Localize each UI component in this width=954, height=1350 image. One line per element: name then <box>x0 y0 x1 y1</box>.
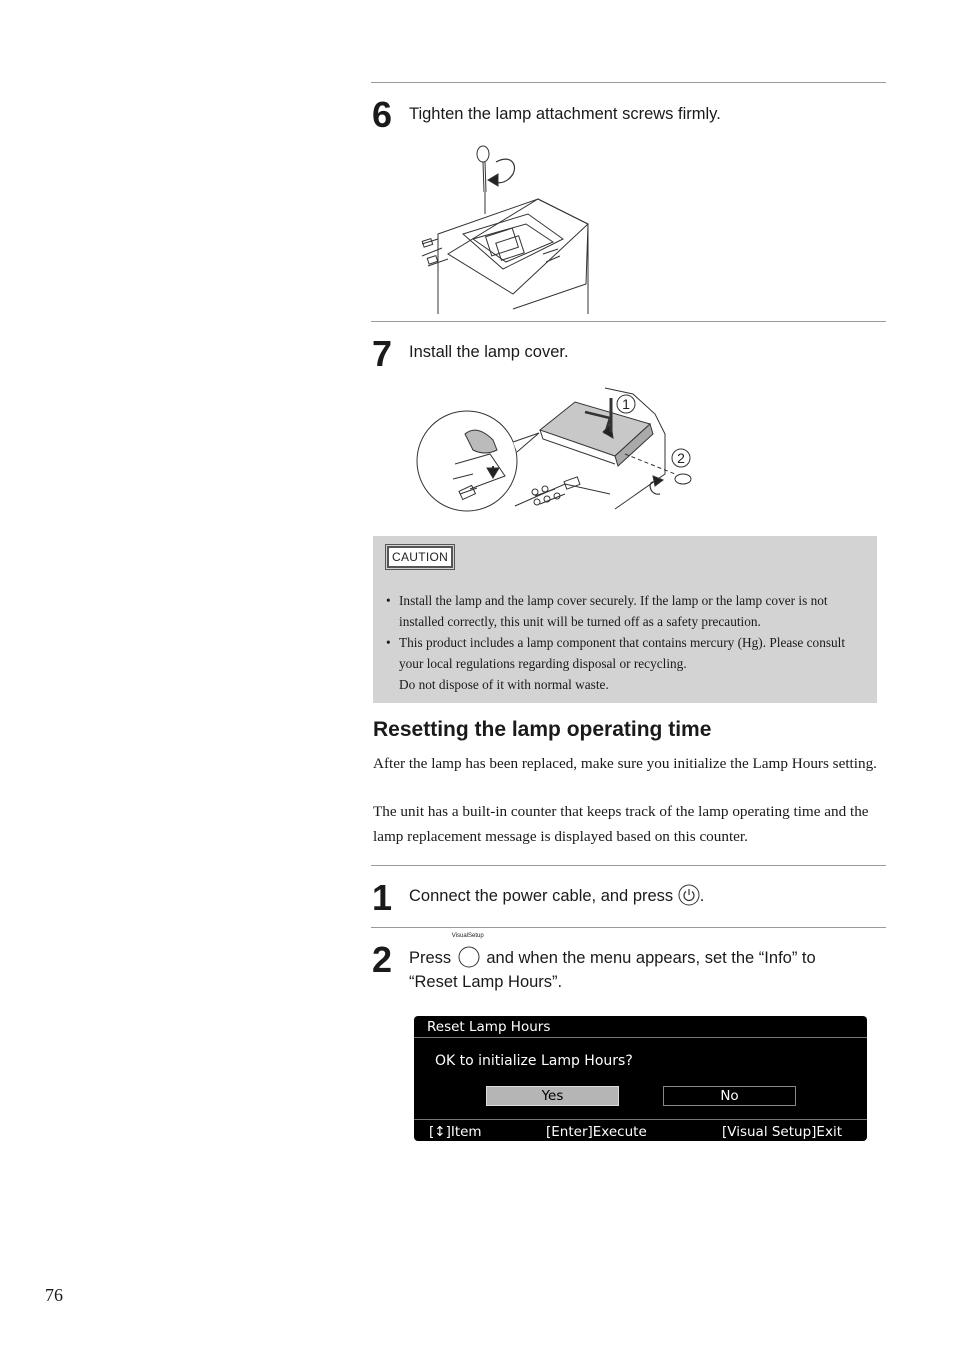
step-number: 1 <box>372 877 393 918</box>
lamp-screw-illustration <box>418 144 590 314</box>
section-heading: Resetting the lamp operating time <box>373 718 712 741</box>
footer-item-hint: [↕]Item <box>429 1124 482 1140</box>
footer-execute-hint: [Enter]Execute <box>546 1124 647 1140</box>
caution-box <box>373 536 877 703</box>
callout-label: 2 <box>677 450 685 466</box>
body-paragraph: The unit has a built-in counter that keeps track of the lamp operating time and the lamp replacement message is displayed based on this counter. <box>373 803 869 845</box>
divider <box>371 82 886 83</box>
caution-list <box>386 590 866 695</box>
divider <box>371 927 886 928</box>
step-text-before: Connect the power cable, and press <box>409 887 674 905</box>
visual-setup-button-icon <box>451 933 484 968</box>
step-number: 7 <box>372 333 393 374</box>
power-button-icon <box>678 884 700 913</box>
menu-title-bar <box>414 1016 867 1038</box>
step-instruction <box>409 933 859 994</box>
step-number: 2 <box>372 939 393 980</box>
menu-footer <box>414 1119 867 1141</box>
step-instruction: Install the lamp cover. <box>409 343 569 361</box>
divider <box>371 321 886 322</box>
caution-label: CAUTION <box>387 546 453 568</box>
body-paragraph: After the lamp has been replaced, make sure you initialize the Lamp Hours setting. <box>373 755 877 772</box>
caution-item <box>386 632 866 695</box>
page-number: 76 <box>45 1285 63 1305</box>
lamp-cover-illustration <box>415 384 700 514</box>
step-text-after: and when the menu appears, set the “Info” to “Reset Lamp Hours”. <box>409 949 816 991</box>
reset-lamp-hours-menu <box>414 1016 867 1141</box>
step-number: 6 <box>372 94 393 135</box>
button-caption: VisualSetup <box>451 933 484 939</box>
step-text-after: . <box>699 887 705 905</box>
step-instruction: Tighten the lamp attachment screws firmly. <box>409 105 721 123</box>
no-button[interactable]: No <box>663 1086 796 1106</box>
menu-question: OK to initialize Lamp Hours? <box>435 1053 633 1069</box>
caution-item: • Install the lamp and the lamp cover securely. If the lamp or the lamp cover is not installed correctly, this unit will be turned off as a safety precaution. <box>386 590 866 632</box>
step-instruction <box>409 884 704 913</box>
caution-item-text: This product includes a lamp component that contains mercury (Hg). Please consult your local regulations regarding disposal or recycling. <box>399 635 846 671</box>
caution-item-text: Do not dispose of it with normal waste. <box>399 677 609 692</box>
menu-title: Reset Lamp Hours <box>427 1019 551 1035</box>
callout-label: 1 <box>622 396 630 412</box>
footer-exit-hint: [Visual Setup]Exit <box>722 1124 842 1140</box>
divider <box>371 865 886 866</box>
yes-button[interactable]: Yes <box>486 1086 619 1106</box>
step-text-before: Press <box>409 949 452 967</box>
